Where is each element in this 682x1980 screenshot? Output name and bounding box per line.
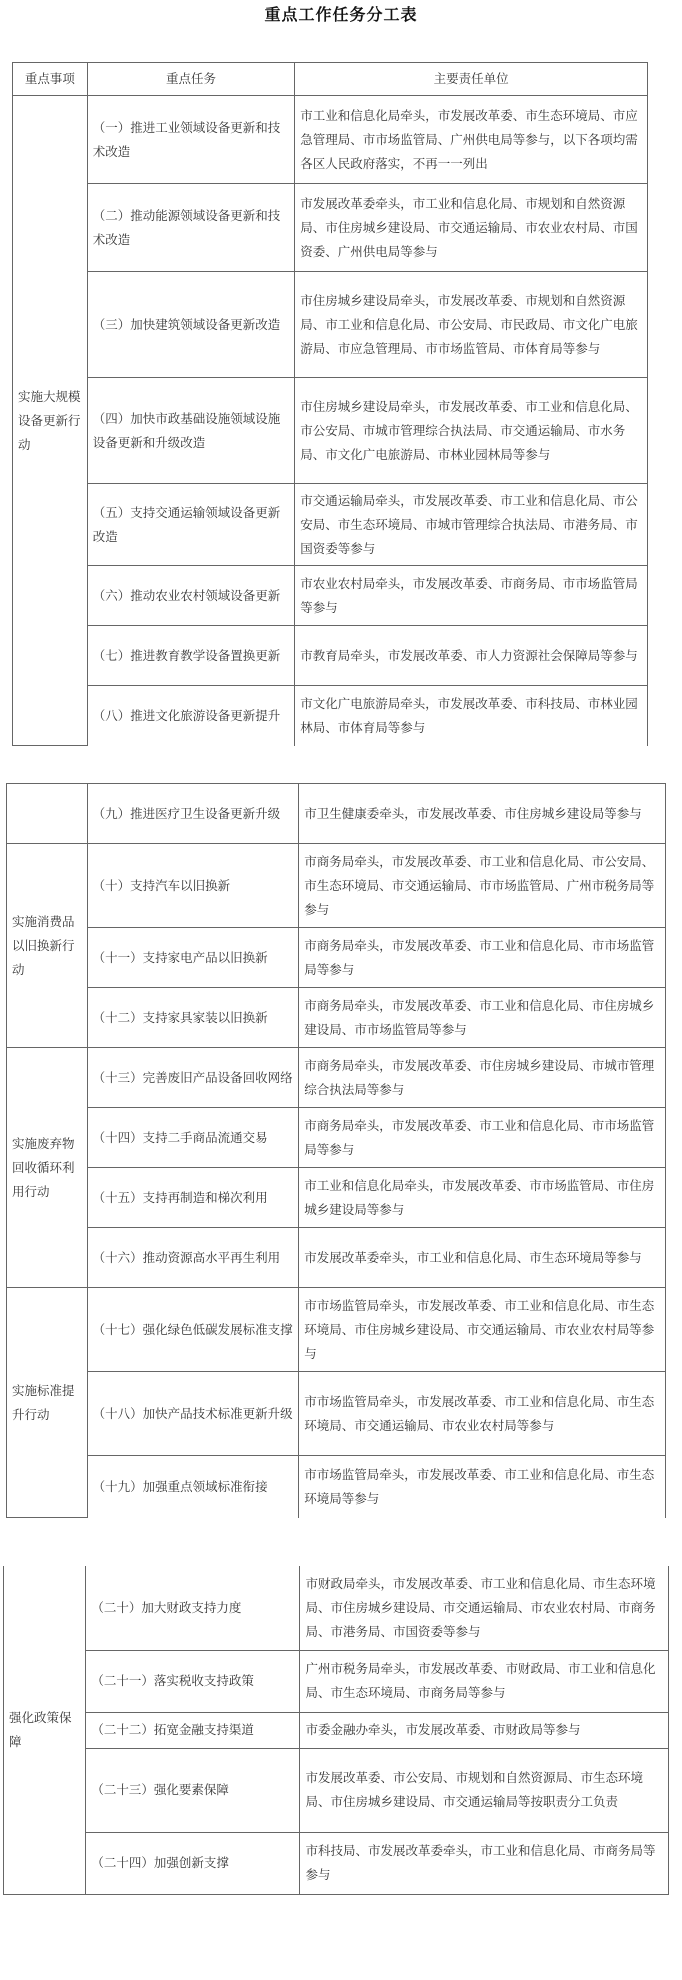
category-cell: 实施大规模设备更新行动 bbox=[13, 96, 88, 746]
table-row bbox=[13, 626, 648, 686]
units-cell: 市商务局牵头，市发展改革委、市工业和信息化局、市住房城乡建设局、市市场监管局等参与 bbox=[299, 988, 666, 1048]
table-row bbox=[7, 1288, 666, 1372]
table-row bbox=[7, 988, 666, 1048]
table-row bbox=[13, 566, 648, 626]
units-cell: 市发展改革委牵头，市工业和信息化局、市规划和自然资源局、市住房城乡建设局、市交通运输局、市农业农村局、市国资委、广州供电局等参与 bbox=[295, 184, 648, 272]
page-title: 重点工作任务分工表 bbox=[264, 5, 418, 24]
units-cell: 市科技局、市发展改革委牵头，市工业和信息化局、市商务局等参与 bbox=[300, 1832, 669, 1894]
task-cell: （四）加快市政基础设施领域设施设备更新和升级改造 bbox=[87, 378, 295, 484]
table-row bbox=[4, 1832, 669, 1894]
units-cell: 市市场监管局牵头，市发展改革委、市工业和信息化局、市生态环境局、市住房城乡建设局、市交通运输局、市农业农村局等参与 bbox=[299, 1288, 666, 1372]
table-row bbox=[7, 1372, 666, 1456]
units-cell: 市商务局牵头，市发展改革委、市住房城乡建设局、市城市管理综合执法局等参与 bbox=[299, 1048, 666, 1108]
task-table-part-2 bbox=[6, 783, 666, 1518]
task-cell: （十）支持汽车以旧换新 bbox=[87, 844, 299, 928]
table-row bbox=[7, 784, 666, 844]
task-cell: （二十）加大财政支持力度 bbox=[86, 1566, 300, 1650]
task-cell: （十八）加快产品技术标准更新升级 bbox=[87, 1372, 299, 1456]
table-row bbox=[7, 844, 666, 928]
header-task: 重点任务 bbox=[87, 63, 295, 96]
category-cell: 强化政策保障 bbox=[4, 1566, 86, 1894]
table-row bbox=[13, 378, 648, 484]
task-cell: （二十三）强化要素保障 bbox=[86, 1748, 300, 1832]
task-cell: （九）推进医疗卫生设备更新升级 bbox=[87, 784, 299, 844]
table-row bbox=[13, 686, 648, 746]
table-row bbox=[13, 96, 648, 184]
units-cell: 市商务局牵头，市发展改革委、市工业和信息化局、市市场监管局等参与 bbox=[299, 1108, 666, 1168]
category-cell: 实施消费品以旧换新行动 bbox=[7, 844, 88, 1048]
table-row bbox=[4, 1712, 669, 1748]
units-cell: 市工业和信息化局牵头，市发展改革委、市生态环境局、市应急管理局、市市场监管局、广州供电局等参与，以下各项均需各区人民政府落实，不再一一列出 bbox=[295, 96, 648, 184]
units-cell: 市商务局牵头，市发展改革委、市工业和信息化局、市公安局、市生态环境局、市交通运输局、市市场监管局、广州市税务局等参与 bbox=[299, 844, 666, 928]
task-cell: （五）支持交通运输领域设备更新改造 bbox=[87, 484, 295, 566]
table-row bbox=[7, 1456, 666, 1518]
units-cell: 广州市税务局牵头，市发展改革委、市财政局、市工业和信息化局、市生态环境局、市商务局等参与 bbox=[300, 1650, 669, 1712]
table-row bbox=[13, 184, 648, 272]
units-cell: 市委金融办牵头，市发展改革委、市财政局等参与 bbox=[300, 1712, 669, 1748]
table-row bbox=[7, 1228, 666, 1288]
header-units: 主要责任单位 bbox=[295, 63, 648, 96]
units-cell: 市教育局牵头，市发展改革委、市人力资源社会保障局等参与 bbox=[295, 626, 648, 686]
category-cell: 实施废弃物回收循环利用行动 bbox=[7, 1048, 88, 1288]
table-row bbox=[7, 928, 666, 988]
units-cell: 市工业和信息化局牵头，市发展改革委、市市场监管局、市住房城乡建设局等参与 bbox=[299, 1168, 666, 1228]
header-category: 重点事项 bbox=[13, 63, 88, 96]
task-cell: （十四）支持二手商品流通交易 bbox=[87, 1108, 299, 1168]
task-table-part-3 bbox=[3, 1566, 669, 1895]
table-row bbox=[7, 1048, 666, 1108]
task-cell: （十五）支持再制造和梯次利用 bbox=[87, 1168, 299, 1228]
units-cell: 市农业农村局牵头，市发展改革委、市商务局、市市场监管局等参与 bbox=[295, 566, 648, 626]
units-cell: 市交通运输局牵头，市发展改革委、市工业和信息化局、市公安局、市生态环境局、市城市管理综合执法局、市港务局、市国资委等参与 bbox=[295, 484, 648, 566]
units-cell: 市文化广电旅游局牵头，市发展改革委、市科技局、市林业园林局、市体育局等参与 bbox=[295, 686, 648, 746]
task-cell: （八）推进文化旅游设备更新提升 bbox=[87, 686, 295, 746]
units-cell: 市住房城乡建设局牵头，市发展改革委、市工业和信息化局、市公安局、市城市管理综合执法局、市交通运输局、市水务局、市文化广电旅游局、市林业园林局等参与 bbox=[295, 378, 648, 484]
task-cell: （十一）支持家电产品以旧换新 bbox=[87, 928, 299, 988]
units-cell: 市发展改革委、市公安局、市规划和自然资源局、市生态环境局、市住房城乡建设局、市交通运输局等按职责分工负责 bbox=[300, 1748, 669, 1832]
table-row bbox=[7, 1168, 666, 1228]
units-cell: 市卫生健康委牵头，市发展改革委、市住房城乡建设局等参与 bbox=[299, 784, 666, 844]
task-cell: （三）加快建筑领域设备更新改造 bbox=[87, 272, 295, 378]
table-row bbox=[4, 1566, 669, 1650]
task-cell: （十三）完善废旧产品设备回收网络 bbox=[87, 1048, 299, 1108]
table-header-row bbox=[13, 63, 648, 96]
table-row bbox=[13, 484, 648, 566]
units-cell: 市发展改革委牵头，市工业和信息化局、市生态环境局等参与 bbox=[299, 1228, 666, 1288]
units-cell: 市财政局牵头，市发展改革委、市工业和信息化局、市生态环境局、市住房城乡建设局、市交通运输局、市农业农村局、市商务局、市港务局、市国资委等参与 bbox=[300, 1566, 669, 1650]
task-cell: （十九）加强重点领域标准衔接 bbox=[87, 1456, 299, 1518]
table-row bbox=[13, 272, 648, 378]
task-cell: （七）推进教育教学设备置换更新 bbox=[87, 626, 295, 686]
category-cell: 实施标准提升行动 bbox=[7, 1288, 88, 1518]
task-cell: （十二）支持家具家装以旧换新 bbox=[87, 988, 299, 1048]
task-cell: （十六）推动资源高水平再生利用 bbox=[87, 1228, 299, 1288]
table-row bbox=[7, 1108, 666, 1168]
units-cell: 市市场监管局牵头，市发展改革委、市工业和信息化局、市生态环境局、市交通运输局、市农业农村局等参与 bbox=[299, 1372, 666, 1456]
units-cell: 市商务局牵头，市发展改革委、市工业和信息化局、市市场监管局等参与 bbox=[299, 928, 666, 988]
table-row bbox=[4, 1748, 669, 1832]
task-cell: （六）推动农业农村领域设备更新 bbox=[87, 566, 295, 626]
task-cell: （二十四）加强创新支撑 bbox=[86, 1832, 300, 1894]
task-cell: （二十二）拓宽金融支持渠道 bbox=[86, 1712, 300, 1748]
task-cell: （二）推动能源领域设备更新和技术改造 bbox=[87, 184, 295, 272]
units-cell: 市住房城乡建设局牵头，市发展改革委、市规划和自然资源局、市工业和信息化局、市公安局、市民政局、市文化广电旅游局、市应急管理局、市市场监管局、市体育局等参与 bbox=[295, 272, 648, 378]
task-cell: （十七）强化绿色低碳发展标准支撑 bbox=[87, 1288, 299, 1372]
task-table-part-1 bbox=[12, 62, 648, 746]
task-cell: （一）推进工业领域设备更新和技术改造 bbox=[87, 96, 295, 184]
table-row bbox=[4, 1650, 669, 1712]
category-cell-empty bbox=[7, 784, 88, 844]
task-cell: （二十一）落实税收支持政策 bbox=[86, 1650, 300, 1712]
units-cell: 市市场监管局牵头，市发展改革委、市工业和信息化局、市生态环境局等参与 bbox=[299, 1456, 666, 1518]
